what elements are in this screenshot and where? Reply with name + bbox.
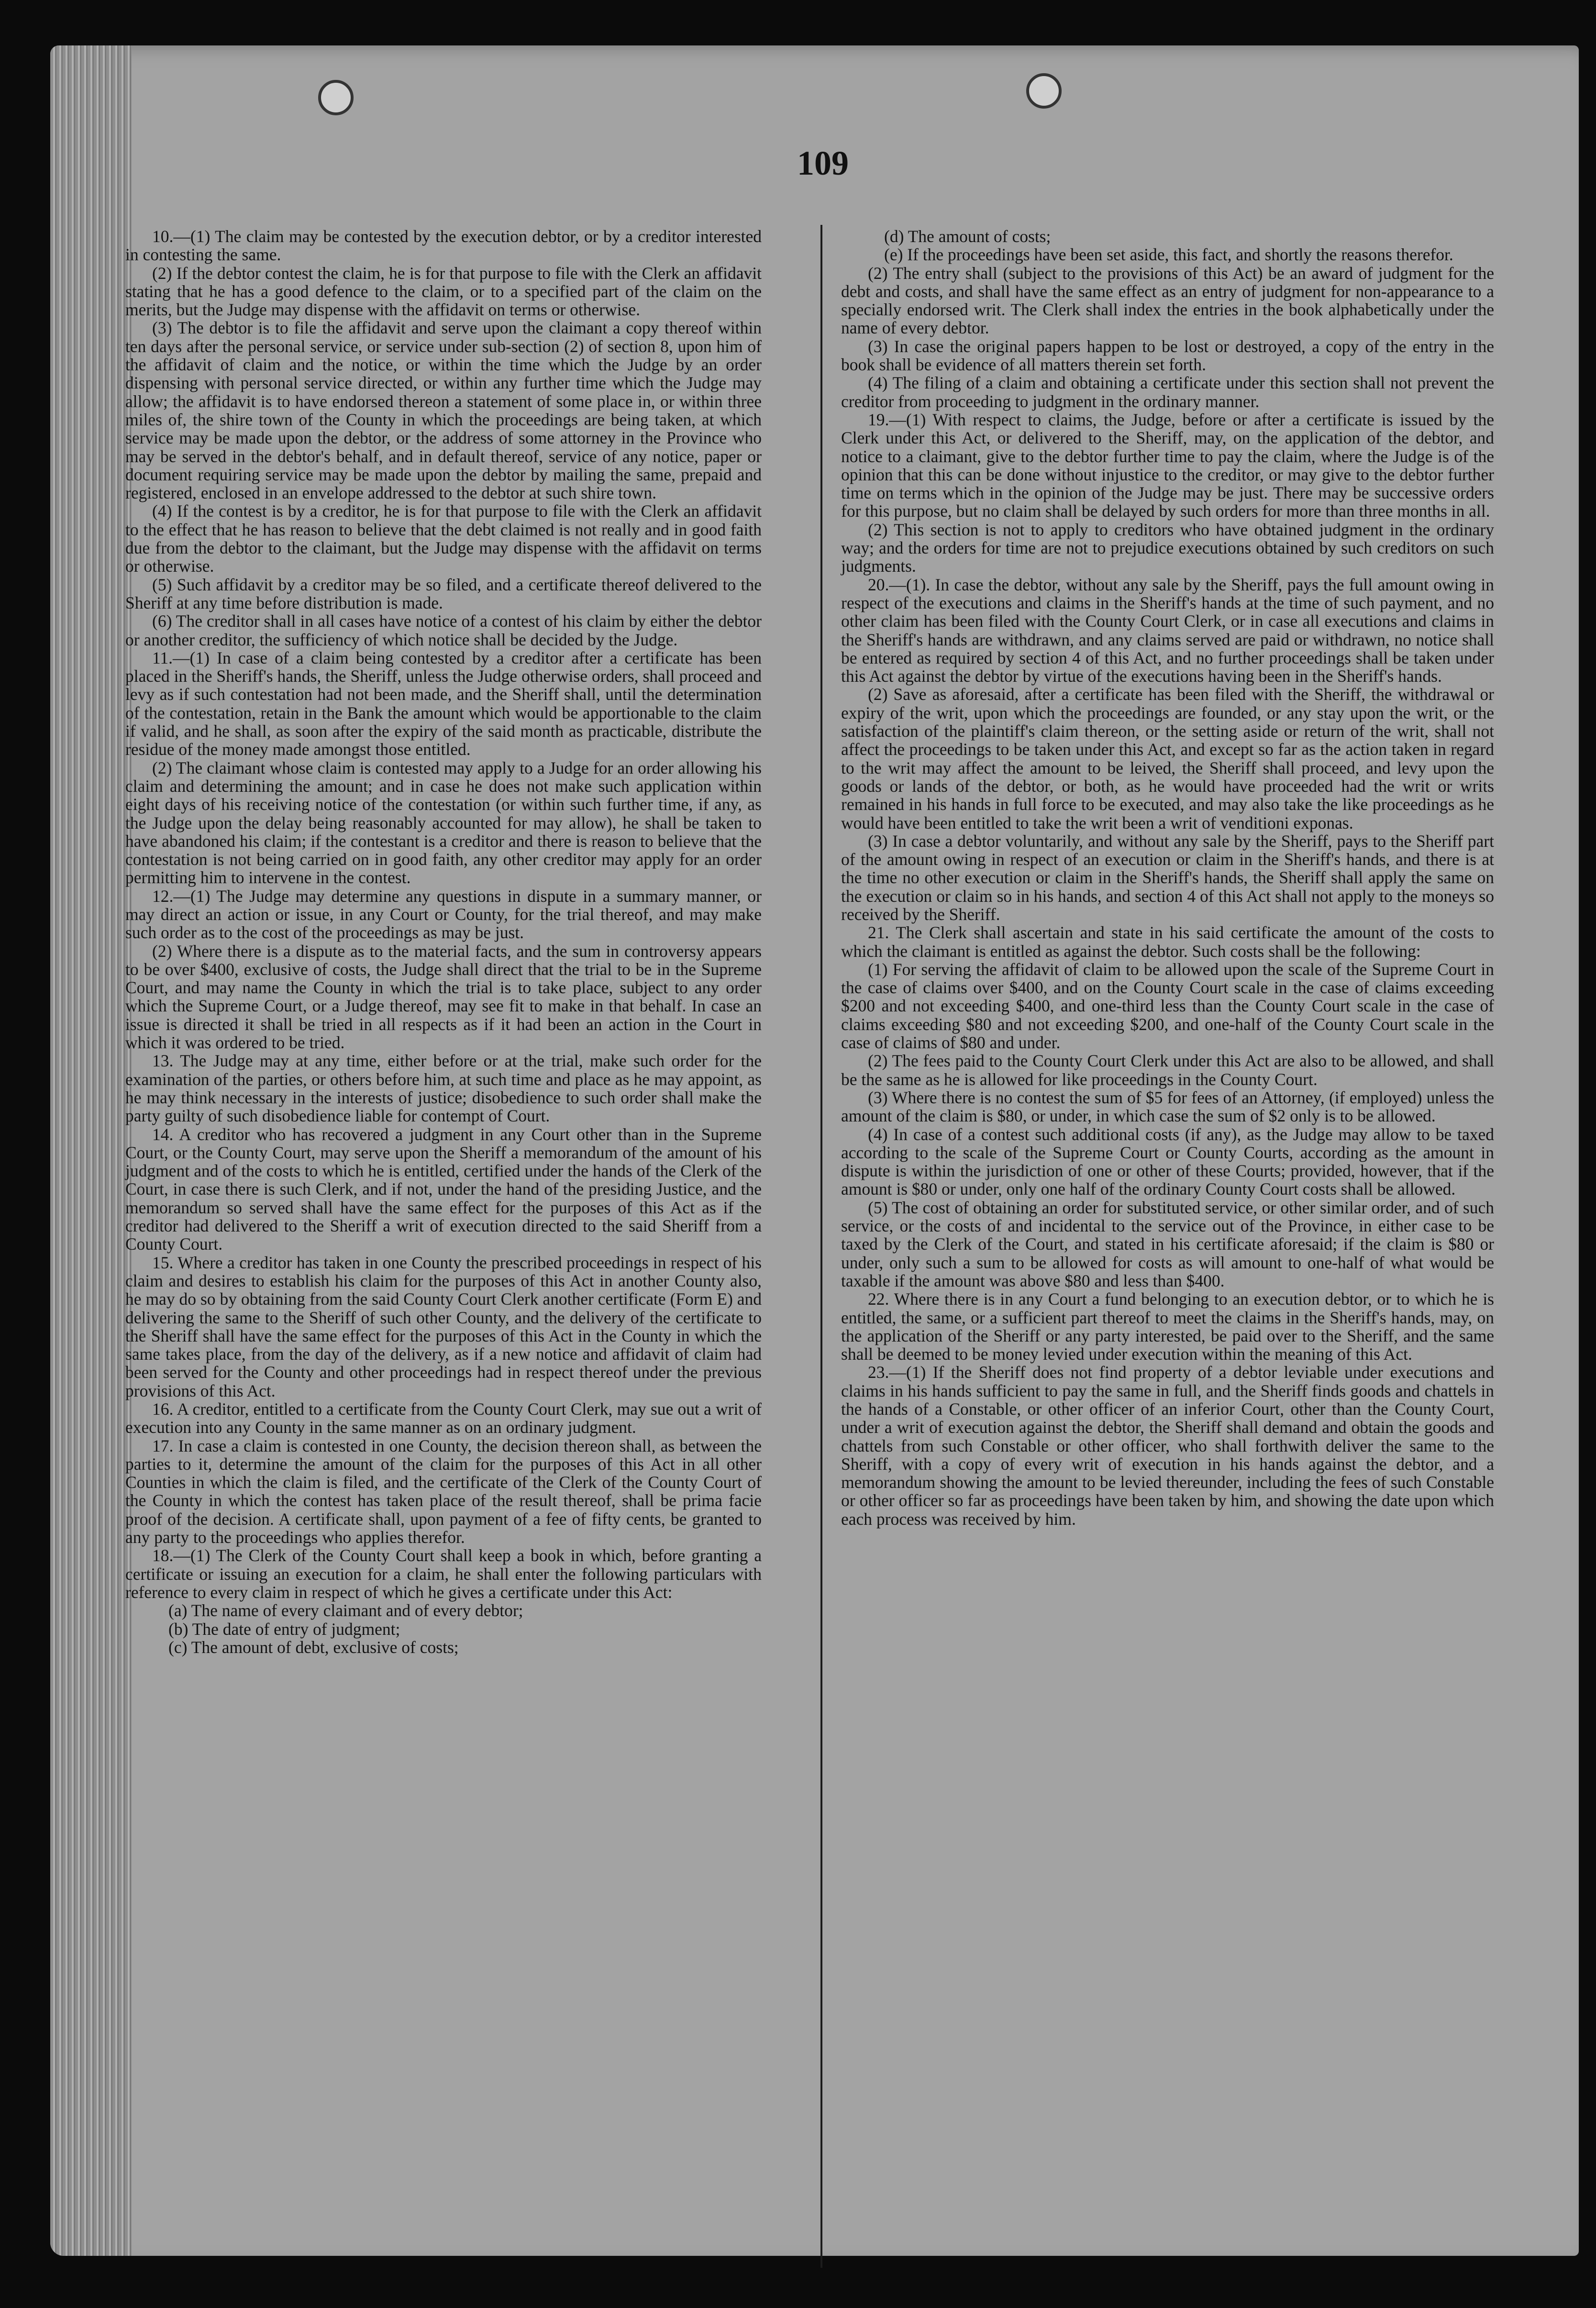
paragraph: 18.—(1) The Clerk of the County Court shall keep a book in which, before granting a certificate or issuing an execution for a claim, he shall enter the following particulars with reference to every claim in respect of which he gives a certificate under this Act:	[125, 1546, 762, 1602]
left-column	[125, 227, 762, 1656]
paragraph: (6) The creditor shall in all cases have notice of a contest of his claim by either the debtor or another creditor, the sufficiency of which notice shall be decided by the Judge.	[125, 611, 762, 649]
paragraph: 13. The Judge may at any time, either before or at the trial, make such order for the examination of the parties, or others before him, at such time and place as he may appoint, as he may think necessary in the interests of justice; disobedience to such order shall make the party guilty of such disobedience liable for contempt of Court.	[125, 1051, 762, 1126]
paragraph: (1) For serving the affidavit of claim to be allowed upon the scale of the Supreme Court in the case of claims over $400, and on the County Court scale in the case of claims exceeding $200 and not exceeding $400, and one-third less than the County Court scale in the case of claims exceeding $80 and not exceeding $200, and one-half of the County Court scale in the case of claims of $80 and under.	[841, 959, 1494, 1053]
paragraph: (e) If the proceedings have been set aside, this fact, and shortly the reasons therefor.	[884, 245, 1453, 265]
paragraph: (2) Where there is a dispute as to the material facts, and the sum in controversy appears to be over $400, exclusive of costs, the Judge shall direct that the trial to be in the Supreme Court, and may name the County in which the trial is to take place, subject to any order which the Supreme Court, or a Judge thereof, may see fit to make in that behalf. In case an issue is directed it shall be tried in all respects as if it had been an action in the Court in which it was ordered to be tried.	[125, 941, 762, 1053]
paragraph: (2) The claimant whose claim is contested may apply to a Judge for an order allowing his claim and determining the amount; and in case he does not make such application within eight days of his receiving notice of the contestation (or within such further time, if any, as the Judge upon the delay being reasonably accounted for may allow), he shall be taken to have abandoned his claim; if the contestant is a creditor and there is reason to believe that the contestation is not being carried on in good faith, any other creditor may apply for an order permitting him to intervene in the contest.	[125, 758, 762, 888]
paragraph: (4) In case of a contest such additional costs (if any), as the Judge may allow to be taxed according to the scale of the Supreme Court or County Courts, according as the amount in dispute is within the jurisdiction of one or other of these Courts; provided, however, that if the amount is $80 or under, only one half of the ordinary County Court costs shall be allowed.	[841, 1124, 1494, 1199]
paragraph: 23.—(1) If the Sheriff does not find property of a debtor leviable under executions and claims in his hands sufficient to pay the same in full, and the Sheriff finds goods and chattels in the hands of a Constable, or other officer of an inferior Court, other than the County Court, under a writ of execution against the debtor, the Sheriff shall demand and obtain the goods and chattels from such Constable or other officer, who shall forthwith deliver the same to the Sheriff, with a copy of every writ of execution in his hands against the debtor, and a memorandum showing the amount to be levied thereunder, including the fees of such Constable or other officer so far as proceedings have been taken by him, and showing the date upon which each process was received by him.	[841, 1363, 1494, 1529]
page-number: 109	[797, 144, 849, 182]
paragraph: 12.—(1) The Judge may determine any questions in dispute in a summary manner, or may direct an action or issue, in any Court or County, for the trial thereof, and may make such order as to the cost of the proceedings as may be just.	[125, 886, 762, 943]
paragraph: 10.—(1) The claim may be contested by the execution debtor, or by a creditor interested in contesting the same.	[125, 227, 762, 265]
paragraph: 14. A creditor who has recovered a judgment in any Court other than in the Supreme Court, or the County Court, may serve upon the Sheriff a memorandum of the amount of his judgment and of the costs to which he is entitled, certified under the hands of the Clerk of the Court, in case there is such Clerk, and if not, under the hand of the presiding Justice, and the memorandum so served shall have the same effect for the purposes of this Act as if the creditor had delivered to the Sheriff a writ of execution directed to the said Sheriff from a County Court.	[125, 1124, 762, 1254]
paragraph: 15. Where a creditor has taken in one County the prescribed proceedings in respect of his claim and desires to establish his claim for the purposes of this Act in another County also, he may do so by obtaining from the said County Court Clerk another certificate (Form E) and delivering the same to the Sheriff of such other County, and the delivery of the certificate to the Sheriff shall have the same effect for the purposes of this Act in the County in which the same takes place, from the day of the delivery, as if a new notice and affidavit of claim had been served for the County and other proceedings had in respect thereof under the previous provisions of this Act.	[125, 1253, 762, 1400]
paragraph: (c) The amount of debt, exclusive of costs;	[168, 1637, 459, 1657]
paragraph: (3) In case a debtor voluntarily, and without any sale by the Sheriff, pays to the Sheriff part of the amount owing in respect of an execution or claim in the Sheriff's hands, and there is at the time no other execution or claim in the Sheriff's hands, the Sheriff shall apply the same on the execution or claim so in his hands, and section 4 of this Act shall not apply to the moneys so received by the Sheriff.	[841, 831, 1494, 924]
paragraph: (d) The amount of costs;	[884, 227, 1051, 246]
paragraph: (2) The fees paid to the County Court Clerk under this Act are also to be allowed, and shall be the same as he is allowed for like proceedings in the County Court.	[841, 1051, 1494, 1089]
paragraph: (2) This section is not to apply to creditors who have obtained judgment in the ordinary way; and the orders for time are not to prejudice executions obtained by such creditors on such judgments.	[841, 520, 1494, 576]
paragraph: 22. Where there is in any Court a fund belonging to an execution debtor, or to which he is entitled, the same, or a sufficient part thereof to meet the claims in the Sheriff's hands, may, on the application of the Sheriff or any party interested, be paid over to the Sheriff, and the same shall be deemed to be money levied under execution within the meaning of this Act.	[841, 1289, 1494, 1364]
paragraph: (a) The name of every claimant and of every debtor;	[168, 1601, 523, 1620]
column-divider	[820, 225, 822, 2268]
paragraph: (2) Save as aforesaid, after a certificate has been filed with the Sheriff, the withdrawal or expiry of the writ, upon which the proceedings are founded, or any stay upon the writ, or the satisfaction of the plaintiff's claim thereon, or the setting aside or return of the writ, shall not affect the proceedings to be taken under this Act, and except so far as the action taken in regard to the writ may affect the amount to be leived, the Sheriff shall proceed, and levy upon the goods or lands of the debtor, or both, as he would have proceeded had the writ or writs remained in his hands in full force to be executed, and may also take the like proceedings as he would have been entitled to take the writ been a writ of venditioni exponas.	[841, 685, 1494, 832]
paragraph: (5) The cost of obtaining an order for substituted service, or other similar order, and of such service, or the costs of and incidental to the service out of the Province, in either case to be taxed by the Clerk of the Court, and stated in his certificate aforesaid; if the claim is $80 or under, only such a sum to be allowed for costs as will amount to one-half of what would be taxable if the amount was above $80 and less than $400.	[841, 1198, 1494, 1290]
paragraph: (4) If the contest is by a creditor, he is for that purpose to file with the Clerk an affidavit to the effect that he has reason to believe that the debt claimed is not really and in good faith due from the debtor to the claimant, but the Judge may dispense with the affidavit on terms or otherwise.	[125, 501, 762, 576]
paragraph: (2) If the debtor contest the claim, he is for that purpose to file with the Clerk an affidavit stating that he has a good defence to the claim, or to a specified part of the claim on the merits, but the Judge may dispense with the affidavit on terms or otherwise.	[125, 263, 762, 320]
paragraph: (5) Such affidavit by a creditor may be so filed, and a certificate thereof delivered to the Sheriff at any time before distribution is made.	[125, 575, 762, 612]
paragraph: (3) Where there is no contest the sum of $5 for fees of an Attorney, (if employed) unless the amount of the claim is $80, or under, in which case the sum of $2 only is to be allowed.	[841, 1087, 1494, 1126]
punch-hole	[318, 80, 354, 115]
page-edge-stack	[50, 45, 132, 2256]
paragraph: (4) The filing of a claim and obtaining a certificate under this section shall not prevent the creditor from proceeding to judgment in the ordinary manner.	[841, 373, 1494, 411]
paragraph: (b) The date of entry of judgment;	[168, 1619, 400, 1639]
paragraph: (3) In case the original papers happen to be lost or destroyed, a copy of the entry in the book shall be evidence of all matters therein set forth.	[841, 336, 1494, 375]
paragraph: 17. In case a claim is contested in one County, the decision thereon shall, as between the parties to it, determine the amount of the claim for the purposes of this Act in all other Counties in which the claim is filed, and the certificate of the Clerk of the County Court of the County in which the contest has taken place of the result thereof, shall be prima facie proof of the decision. A certificate shall, upon payment of a fee of fifty cents, be granted to any party to the proceedings who applies therefor.	[125, 1436, 762, 1547]
paragraph: 16. A creditor, entitled to a certificate from the County Court Clerk, may sue out a writ of execution into any County in the same manner as on an ordinary judgment.	[125, 1399, 762, 1437]
paragraph: 19.—(1) With respect to claims, the Judge, before or after a certificate is issued by the Clerk under this Act, or delivered to the Sheriff, may, on the application of the debtor, and notice to a claimant, give to the debtor further time to pay the claim, where the Judge is of the opinion that this can be done without injustice to the creditor, or may give to the debtor further time on terms which in the opinion of the Judge may be just. There may be successive orders for this purpose, but no claim shall be delayed by such orders for more than three months in all.	[841, 410, 1494, 521]
punch-hole	[1026, 73, 1062, 109]
right-column	[841, 227, 1494, 1528]
paragraph: 11.—(1) In case of a claim being contested by a creditor after a certificate has been placed in the Sheriff's hands, the Sheriff, unless the Judge otherwise orders, shall proceed and levy as if such contestation had not been made, and the Sheriff shall, until the determination of the contestation, retain in the Bank the amount which would be apportionable to the claim if valid, and he shall, as soon after the expiry of the said month as practicable, distribute the residue of the money made amongst those entitled.	[125, 648, 762, 759]
paragraph: (2) The entry shall (subject to the provisions of this Act) be an award of judgment for the debt and costs, and shall have the same effect as an entry of judgment for non-appearance to a specially endorsed writ. The Clerk shall index the entries in the book alphabetically under the name of every debtor.	[841, 263, 1494, 338]
paragraph: (3) The debtor is to file the affidavit and serve upon the claimant a copy thereof within ten days after the personal service, or service under sub-section (2) of section 8, upon him of the affidavit of claim and the notice, or within the time which the Judge by an order dispensing with personal service directed, or within any further time which the Judge may allow; the affidavit is to have endorsed thereon a statement of some place in, or within three miles of, the shire town of the County in which the proceedings are being taken, at which service may be made upon the debtor, or the address of some attorney in the Province who may be served in the debtor's behalf, and in default thereof, service of any notice, paper or document requiring service may be made upon the debtor by mailing the same, prepaid and registered, enclosed in an envelope addressed to the debtor at such shire town.	[125, 318, 762, 503]
paragraph: 21. The Clerk shall ascertain and state in his said certificate the amount of the costs to which the claimant is entitled as against the debtor. Such costs shall be the following:	[841, 923, 1494, 961]
paragraph: 20.—(1). In case the debtor, without any sale by the Sheriff, pays the full amount owing in respect of the executions and claims in the Sheriff's hands at the time of such payment, and no other claim has been filed with the County Court Clerk, or in case all executions and claims in the Sheriff's hands are withdrawn, and any claims served are paid or withdrawn, no notice shall be entered as required by section 4 of this Act, and no further proceedings shall be taken under this Act against the debtor by virtue of the executions having been in the Sheriff's hands.	[841, 575, 1494, 686]
